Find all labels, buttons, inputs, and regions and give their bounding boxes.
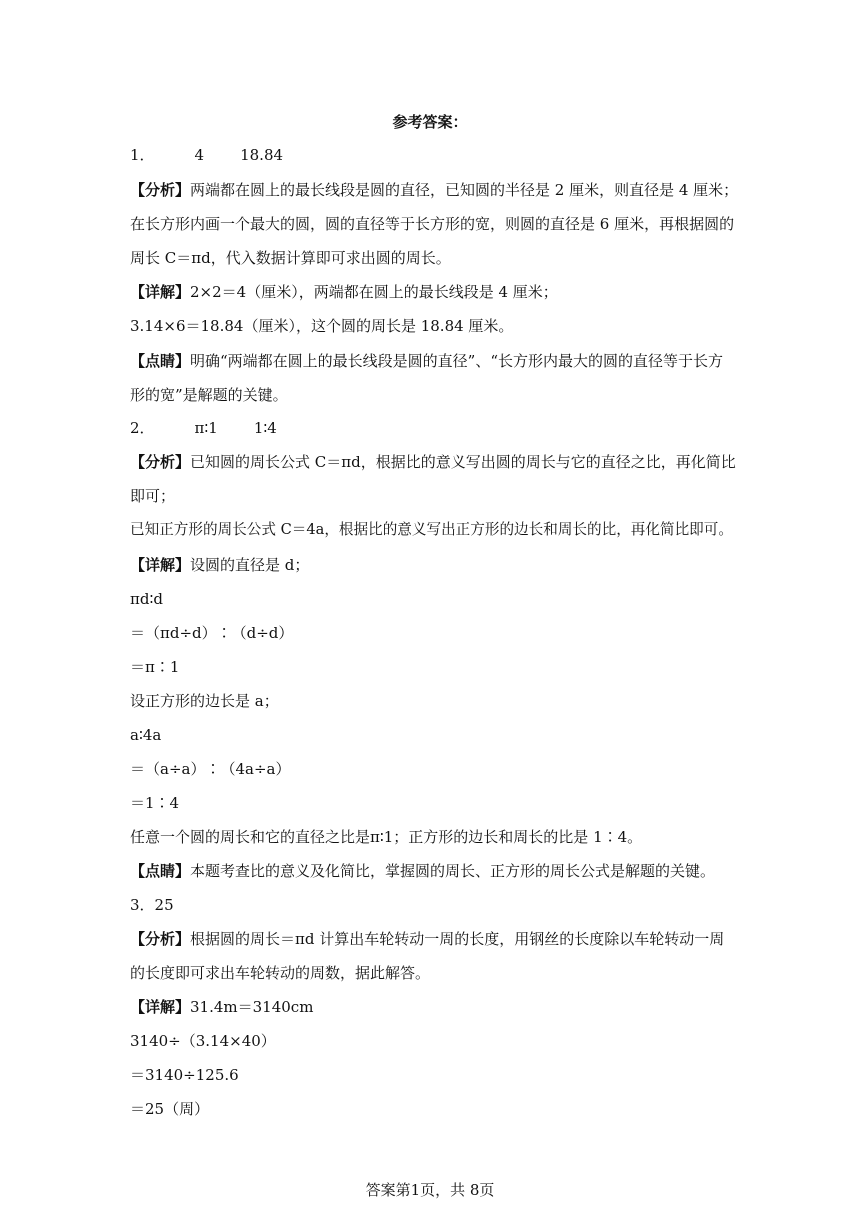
q2-detail-line-8: ＝1∶4: [130, 794, 180, 812]
q1-analysis-line-1: [130, 180, 740, 200]
q3-analysis-line-2: 的长度即可求出车轮转动的周数，据此解答。: [130, 964, 431, 982]
q1-answer-1: 4: [194, 146, 205, 164]
q2-analysis-text-1: 已知圆的周长公式 C＝πd，根据比的意义写出圆的周长与它的直径之比，再化简比: [190, 453, 736, 471]
q1-analysis-text-1: 两端都在圆上的最长线段是圆的直径，已知圆的半径是 2 厘米，则直径是 4 厘米；: [190, 181, 739, 199]
q2-analysis-tag: 【分析】: [130, 453, 191, 471]
q1-detail-text-1: 2×2＝4（厘米），两端都在圆上的最长线段是 4 厘米；: [190, 283, 558, 301]
q2-number: 2．: [130, 419, 155, 437]
q2-analysis-line-3: 已知正方形的周长公式 C＝4a，根据比的意义写出正方形的边长和周长的比，再化简比即可。: [130, 521, 733, 538]
q2-answer-line: [130, 418, 740, 438]
q1-answer-2: 18.84: [240, 146, 284, 164]
q3-detail-line-2: 3140÷（3.14×40）: [130, 1032, 276, 1050]
q2-detail-line-5: 设正方形的边长是 a；: [130, 692, 279, 710]
q1-analysis-tag: 【分析】: [130, 181, 191, 199]
q2-detail-tag: 【详解】: [130, 556, 191, 574]
q3-detail-tag: 【详解】: [130, 998, 191, 1016]
q2-detail-line-2: πd∶d: [130, 590, 163, 608]
q1-comment-tag: 【点睛】: [130, 352, 191, 370]
q3-analysis-text-1: 根据圆的周长＝πd 计算出车轮转动一周的长度，用钢丝的长度除以车轮转动一周: [190, 930, 725, 948]
page-footer: 答案第1页，共 8页: [365, 1181, 495, 1199]
q2-detail-line-9: 任意一个圆的周长和它的直径之比是π∶1；正方形的边长和周长的比是 1∶4。: [130, 828, 643, 846]
q3-detail-line-1: [130, 997, 740, 1017]
q2-comment-line-1: [130, 861, 740, 881]
q2-detail-line-1: [130, 555, 740, 575]
q3-detail-line-3: ＝3140÷125.6: [130, 1066, 239, 1084]
q3-detail-line-4: ＝25（周）: [130, 1100, 210, 1118]
q3-analysis-line-1: [130, 929, 740, 949]
q1-analysis-line-2: 在长方形内画一个最大的圆，圆的直径等于长方形的宽，则圆的直径是 6 厘米，再根据圆的: [130, 215, 735, 233]
q2-detail-line-7: ＝（a÷a）∶（4a÷a）: [130, 760, 291, 778]
q1-detail-line-1: [130, 282, 740, 302]
q3-analysis-tag: 【分析】: [130, 930, 191, 948]
q1-detail-line-2: 3.14×6＝18.84（厘米），这个圆的周长是 18.84 厘米。: [130, 317, 514, 335]
q2-answer-1: π∶1: [194, 419, 218, 437]
q1-answer-line: [130, 145, 740, 165]
q3-detail-text-1: 31.4m＝3140cm: [190, 998, 314, 1016]
q2-detail-line-4: ＝π∶1: [130, 658, 180, 676]
q1-comment-text-1: 明确“两端都在圆上的最长线段是圆的直径”、“长方形内最大的圆的直径等于长方: [190, 352, 724, 370]
q2-analysis-line-2: 即可；: [130, 487, 176, 505]
q2-analysis-line-1: [130, 452, 740, 472]
q3-answer-line: 3．25: [130, 896, 174, 914]
q2-detail-text-1: 设圆的直径是 d；: [190, 556, 310, 574]
q2-comment-text-1: 本题考查比的意义及化简比，掌握圆的周长、正方形的周长公式是解题的关键。: [190, 862, 716, 880]
q2-detail-line-3: ＝（πd÷d）∶（d÷d）: [130, 624, 294, 642]
q1-comment-line-2: 形的宽”是解题的关键。: [130, 386, 288, 404]
q2-detail-line-6: a∶4a: [130, 726, 162, 744]
q2-answer-2: 1∶4: [253, 419, 277, 437]
q1-comment-line-1: [130, 351, 740, 371]
q1-number: 1．: [130, 146, 155, 164]
q1-detail-tag: 【详解】: [130, 283, 191, 301]
q2-comment-tag: 【点睛】: [130, 862, 191, 880]
page-title: 参考答案：: [392, 113, 468, 131]
q1-analysis-line-3: 周长 C＝πd，代入数据计算即可求出圆的周长。: [130, 249, 451, 267]
